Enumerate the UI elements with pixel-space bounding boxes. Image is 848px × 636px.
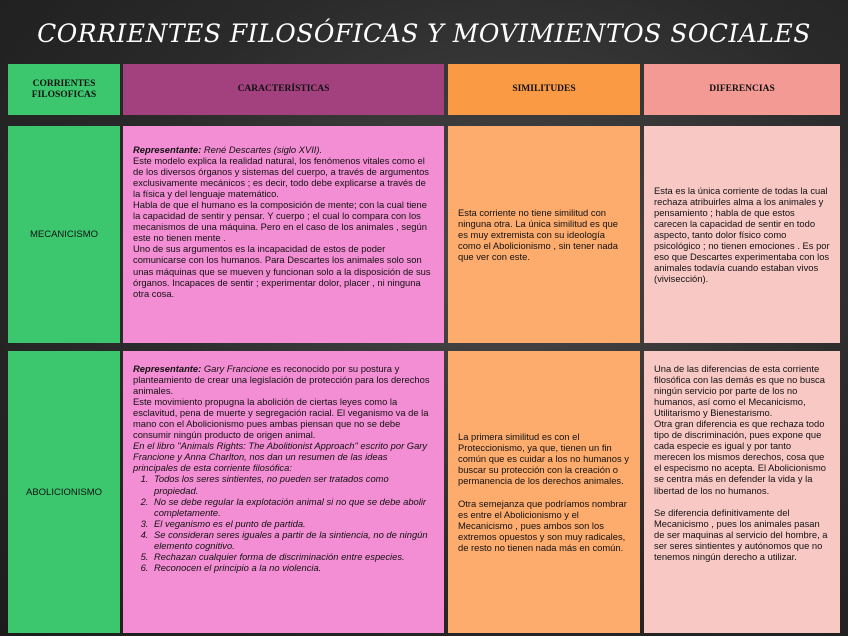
representante-rest: es reconocido por su postura y planteamiento de crear una legislación de protección para los derechos animales. xyxy=(133,363,430,397)
diferencias-abolicionismo-paragraph-3: Se diferencia definitivamente del Mecanicismo , pues los animales pasan de ser maquinas al servicio del hombre, a ser seres sintientes y autónomos que no tenemos ningún derecho a utilizar. xyxy=(654,506,828,562)
header-caracteristicas-label: CARACTERÍSTICAS xyxy=(237,84,330,95)
header-caracteristicas xyxy=(123,64,444,115)
list-item: 2. No se debe regular la explotación animal si no que se debe abolir completamente. xyxy=(151,496,434,518)
representante-value: René Descartes (siglo XVII). xyxy=(201,144,323,155)
row-label-abolicionismo-text: ABOLICIONISMO xyxy=(25,486,102,498)
row-label-abolicionismo xyxy=(8,351,120,633)
row-label-mecanicismo xyxy=(8,126,120,343)
list-item: 1. Todos los seres sintientes, no pueden ser tratados como propiedad. xyxy=(151,473,434,495)
caracteristicas-paragraph-3: Uno de sus argumentos es la incapacidad de estos de poder comunicarse con los humanos. Para Descartes los animales solo son unas máquinas que se mueven y funcionan solo a la disposición de sus órganos. Incapaces de sentir ; experimentar dolor, placer , ni ninguna otra cosa. xyxy=(133,243,431,299)
page-title: CORRIENTES FILOSÓFICAS Y MOVIMIENTOS SOCIALES xyxy=(37,19,811,48)
diferencias-mecanicismo xyxy=(644,126,840,343)
representante-value: Gary Francione xyxy=(201,363,269,374)
ideas-list xyxy=(133,473,434,572)
representante-label: Representante: xyxy=(133,363,202,374)
representante-line xyxy=(133,144,434,155)
header-corrientes-label: CORRIENTES FILOSOFICAS xyxy=(31,78,97,100)
similitudes-abolicionismo-paragraph-2: Otra semejanza que podríamos nombrar es entre el Abolicionismo y el Mecanicismo , pues ambos son los extremos opuestos y son muy radicales, de resto no tienen nada más en común. xyxy=(458,497,627,553)
header-diferencias-label: DIFERENCIAS xyxy=(709,84,775,95)
caracteristicas-abolicionismo xyxy=(123,351,444,633)
caracteristicas-paragraph-2: Este movimiento propugna la abolición de ciertas leyes como la esclavitud, pena de muerte y segregación racial. El veganismo va de la mano con el Abolicionismo pues ambas piensan que no se debe consumir ningún producto de origen animal. xyxy=(133,396,429,441)
header-similitudes xyxy=(448,64,640,115)
caracteristicas-paragraph-2: Habla de que el humano es la composición de mente; con la cual tiene la capacidad de sentir y pensar. Y cuerpo ; el cual lo compara con los mecanismos de una máquina. Pero en el caso de los animales , según este no tienen mente . xyxy=(133,199,427,244)
list-item: 4. Se consideran seres iguales a partir de la sintiencia, no de ningún elemento cognitivo. xyxy=(151,529,434,551)
header-corrientes xyxy=(8,64,120,115)
caracteristicas-mecanicismo xyxy=(123,126,444,343)
diferencias-abolicionismo xyxy=(644,351,840,633)
representante-label: Representante: xyxy=(133,144,202,155)
similitudes-abolicionismo xyxy=(448,351,640,633)
representante-line xyxy=(133,363,434,396)
diferencias-mecanicismo-text: Esta es la única corriente de todas la cual rechaza atribuirles alma a los animales y pensamiento ; habla de que estos carecen la capacidad de sentir en todo aspecto, tanto dolor físico como psicológico ; no tienen emociones . Es por eso que Descartes experimentaba con los animales todavía cuando estaban vivos (vivisección). xyxy=(654,184,830,285)
book-intro: En el libro "Animals Rights: The Abolitionist Approach" escrito por Gary Francione y Anna Charlton, nos dan un resumen de las ideas principales de esta corriente filosófica: xyxy=(133,440,428,474)
list-item: 5. Rechazan cualquier forma de discriminación entre especies. xyxy=(151,551,434,562)
header-diferencias xyxy=(644,64,840,115)
list-item: 6. Reconocen el principio a la no violencia. xyxy=(151,562,434,573)
header-similitudes-label: SIMILITUDES xyxy=(512,84,576,95)
diferencias-abolicionismo-paragraph-1: Una de las diferencias de esta corriente filosófica con las demás es que no busca ningún servicio por parte de los no humanos, así como el Mecanicismo, Utilitarismo y Bienestarismo. xyxy=(654,363,825,419)
similitudes-abolicionismo-paragraph-1: La primera similitud es con el Proteccionismo, ya que, tienen un fin común que es cuidar a los no humanos y buscar su protección con la creación o permanencia de los derechos animales. xyxy=(458,431,629,487)
list-item: 3. El veganismo es el punto de partida. xyxy=(151,518,434,529)
similitudes-mecanicismo-text: Esta corriente no tiene similitud con ninguna otra. La única similitud es que es muy extremista con su ideología como el Abolicionismo , sin tener nada que ver con este. xyxy=(458,206,618,263)
diferencias-abolicionismo-paragraph-2: Otra gran diferencia es que rechaza todo tipo de discriminación, pues expone que cada especie es igual y por tanto merecen los mismos derechos, cosa que el especismo no acepta. El Abolicionismo se centra más en defender la vida y la libertad de los no humanos. xyxy=(654,418,826,496)
similitudes-mecanicismo xyxy=(448,126,640,343)
row-label-mecanicismo-text: MECANICISMO xyxy=(29,229,99,240)
caracteristicas-body: Este modelo explica la realidad natural, los fenómenos vitales como el de los diversos órganos y sistemas del cuerpo, a través de argumentos exclusivamente mecánicos ; es decir, todo debe explicarse a través de la física y del lenguaje matemático. xyxy=(133,155,429,200)
